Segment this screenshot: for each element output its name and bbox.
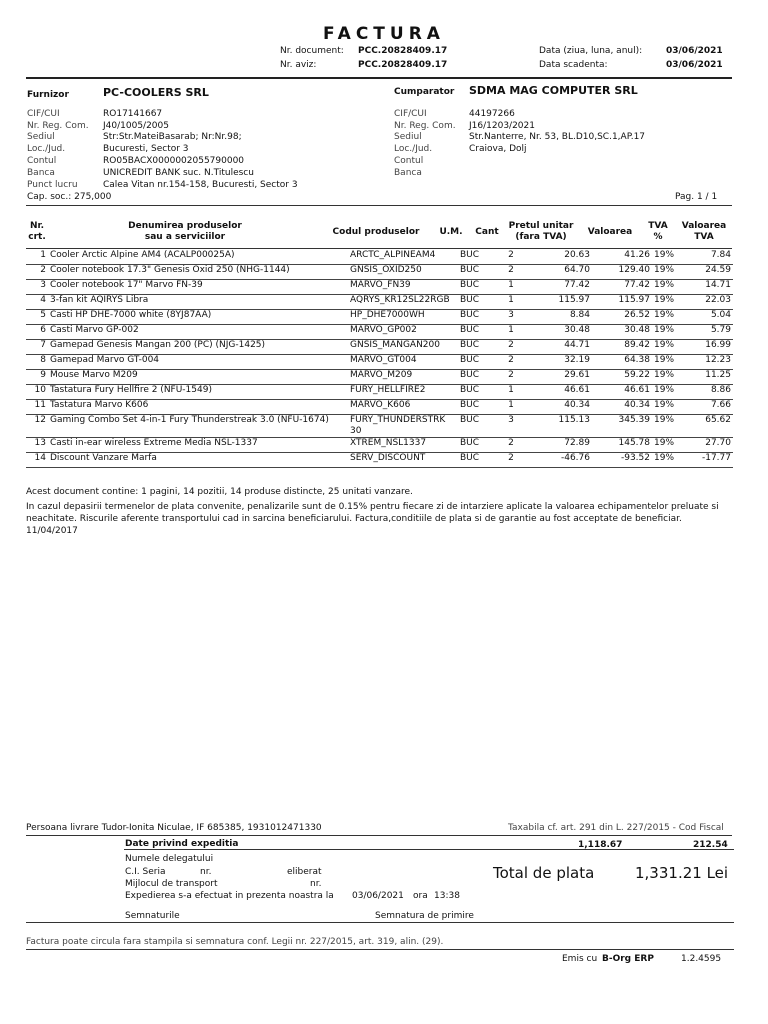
shipping-heading: Date privind expeditia xyxy=(125,839,239,849)
table-row xyxy=(26,438,733,453)
cell-valtva: 7.66 xyxy=(684,400,733,415)
cell-den: Cooler notebook 17" Marvo FN-39 xyxy=(48,280,348,295)
cell-cant: 1 xyxy=(492,400,530,415)
cell-um: BUC xyxy=(458,400,492,415)
supplier-name: PC-COOLERS SRL xyxy=(103,86,209,99)
footer-divider xyxy=(26,835,732,836)
issued-with-label: Emis cu xyxy=(562,954,598,964)
cell-tva: 19% xyxy=(652,325,684,340)
cell-nr: 6 xyxy=(26,325,48,340)
cell-valtva: 65.62 xyxy=(684,415,733,438)
cell-tva: 19% xyxy=(652,340,684,355)
cell-um: BUC xyxy=(458,295,492,310)
total-label: Total de plata xyxy=(493,864,595,882)
cell-um: BUC xyxy=(458,250,492,265)
supplier-field-value: Str:Str.MateiBasarab; Nr:Nr.98; xyxy=(103,132,242,142)
delivery-person: Persoana livrare Tudor-Ionita Niculae, IF 685385, 1931012471330 xyxy=(26,823,322,833)
cell-nr: 13 xyxy=(26,438,48,453)
supplier-field-label: Punct lucru xyxy=(27,180,78,190)
vat-legal-note: Taxabila cf. art. 291 din L. 227/2015 - Cod Fiscal xyxy=(508,823,724,833)
cell-nr: 3 xyxy=(26,280,48,295)
table-row xyxy=(26,370,733,385)
cell-val: 145.78 xyxy=(592,438,652,453)
due-date-label: Data scadenta: xyxy=(539,60,608,70)
invoice-title: FACTURA xyxy=(323,24,445,44)
col-nr-header: Nr. crt. xyxy=(28,221,46,242)
cell-cod: SERV_DISCOUNT xyxy=(348,453,458,468)
table-row xyxy=(26,400,733,415)
col-cod-header: Codul produselor xyxy=(332,227,420,237)
cell-tva: 19% xyxy=(652,385,684,400)
cell-valtva: 8.86 xyxy=(684,385,733,400)
buyer-field-value: Str.Nanterre, Nr. 53, BL.D10,SC.1,AP.17 xyxy=(469,132,646,142)
cell-valtva: 24.59 xyxy=(684,265,733,280)
cell-nr: 8 xyxy=(26,355,48,370)
cell-cant: 2 xyxy=(492,370,530,385)
terms-date: 11/04/2017 xyxy=(26,526,78,536)
supplier-field-value: Bucuresti, Sector 3 xyxy=(103,144,189,154)
cell-cod: FURY_HELLFIRE2 xyxy=(348,385,458,400)
cell-tva: 19% xyxy=(652,355,684,370)
cell-tva: 19% xyxy=(652,400,684,415)
cell-cod: GNSIS_OXID250 xyxy=(348,265,458,280)
signatures-label: Semnaturile xyxy=(125,911,180,921)
cell-tva: 19% xyxy=(652,453,684,468)
cell-den: Tastatura Marvo K606 xyxy=(48,400,348,415)
cell-valtva: 14.71 xyxy=(684,280,733,295)
id-series-label: C.I. Seria xyxy=(125,867,166,877)
cell-cod: AQRYS_KR12SL22RGB xyxy=(348,295,458,310)
cell-tva: 19% xyxy=(652,370,684,385)
cell-val: 89.42 xyxy=(592,340,652,355)
legal-note: Factura poate circula fara stampila si semnatura conf. Legii nr. 227/2015, art. 319, alin. (29). xyxy=(26,937,444,947)
cell-tva: 19% xyxy=(652,415,684,438)
cell-valtva: 7.84 xyxy=(684,250,733,265)
table-row xyxy=(26,265,733,280)
col-cant-header: Cant xyxy=(475,227,499,237)
cell-valtva: 27.70 xyxy=(684,438,733,453)
cell-cod: MARVO_GT004 xyxy=(348,355,458,370)
cell-valtva: 11.25 xyxy=(684,370,733,385)
items-table xyxy=(26,250,733,468)
cell-tva: 19% xyxy=(652,280,684,295)
cell-den: Cooler Arctic Alpine AM4 (ACALP00025A) xyxy=(48,250,348,265)
cell-pret: 32.19 xyxy=(530,355,592,370)
cell-den: Casti in-ear wireless Extreme Media NSL-1337 xyxy=(48,438,348,453)
cell-nr: 2 xyxy=(26,265,48,280)
due-date-value: 03/06/2021 xyxy=(666,60,723,70)
shipment-time-label: ora xyxy=(413,891,428,901)
cell-val: 129.40 xyxy=(592,265,652,280)
subtotal-value: 1,118.67 xyxy=(578,840,623,850)
cell-pret: 40.34 xyxy=(530,400,592,415)
cell-valtva: 5.79 xyxy=(684,325,733,340)
supplier-capital: Cap. soc.: 275,000 xyxy=(27,192,112,202)
invoice-date-label: Data (ziua, luna, anul): xyxy=(539,46,643,56)
cell-cod: MARVO_K606 xyxy=(348,400,458,415)
cell-nr: 5 xyxy=(26,310,48,325)
buyer-field-label: Sediul xyxy=(394,132,422,142)
cell-cant: 3 xyxy=(492,415,530,438)
cell-cod: MARVO_M209 xyxy=(348,370,458,385)
delegate-name-label: Numele delegatului xyxy=(125,854,214,864)
cell-val: 30.48 xyxy=(592,325,652,340)
buyer-name: SDMA MAG COMPUTER SRL xyxy=(469,84,638,97)
cell-tva: 19% xyxy=(652,295,684,310)
cell-pret: 72.89 xyxy=(530,438,592,453)
bottom-divider xyxy=(26,949,734,950)
cell-tva: 19% xyxy=(652,438,684,453)
supplier-field-label: CIF/CUI xyxy=(27,109,60,119)
buyer-field-label: Contul xyxy=(394,156,424,166)
cell-pret: 30.48 xyxy=(530,325,592,340)
cell-tva: 19% xyxy=(652,250,684,265)
supplier-field-value: J40/1005/2005 xyxy=(103,121,169,131)
cell-um: BUC xyxy=(458,453,492,468)
nr-document-value: PCC.20828409.17 xyxy=(358,46,448,56)
cell-nr: 9 xyxy=(26,370,48,385)
table-row xyxy=(26,453,733,468)
cell-cant: 1 xyxy=(492,295,530,310)
buyer-field-label: Loc./Jud. xyxy=(394,144,433,154)
transport-label: Mijlocul de transport xyxy=(125,879,218,889)
nr-aviz-label: Nr. aviz: xyxy=(280,60,317,70)
cell-val: 64.38 xyxy=(592,355,652,370)
cell-pret: 77.42 xyxy=(530,280,592,295)
cell-cod: ARCTC_ALPINEAM4 xyxy=(348,250,458,265)
cell-pret: 64.70 xyxy=(530,265,592,280)
buyer-field-value: 44197266 xyxy=(469,109,515,119)
cell-pret: 20.63 xyxy=(530,250,592,265)
page-number: Pag. 1 / 1 xyxy=(675,192,718,202)
cell-nr: 11 xyxy=(26,400,48,415)
col-valtva-header: Valoarea TVA xyxy=(681,221,727,242)
cell-pret: 29.61 xyxy=(530,370,592,385)
table-row xyxy=(26,280,733,295)
col-tva-header: TVA % xyxy=(648,221,668,242)
cell-cant: 2 xyxy=(492,340,530,355)
cell-den: Gaming Combo Set 4-in-1 Fury Thunderstreak 3.0 (NFU-1674) xyxy=(48,415,348,438)
supplier-heading: Furnizor xyxy=(27,90,69,100)
cell-val: 345.39 xyxy=(592,415,652,438)
header-divider xyxy=(26,77,732,79)
cell-um: BUC xyxy=(458,265,492,280)
document-summary: Acest document contine: 1 pagini, 14 pozitii, 14 produse distincte, 25 unitati vanzare. xyxy=(26,487,413,497)
id-number-label: nr. xyxy=(200,867,212,877)
cell-cant: 1 xyxy=(492,385,530,400)
cell-pret: 115.13 xyxy=(530,415,592,438)
cell-cant: 1 xyxy=(492,325,530,340)
cell-den: Casti Marvo GP-002 xyxy=(48,325,348,340)
cell-um: BUC xyxy=(458,385,492,400)
supplier-field-label: Banca xyxy=(27,168,55,178)
col-denumire-header: Denumirea produselor sau a serviciilor xyxy=(128,221,242,242)
supplier-field-value: RO17141667 xyxy=(103,109,163,119)
cell-um: BUC xyxy=(458,355,492,370)
cell-pret: 44.71 xyxy=(530,340,592,355)
cell-cant: 1 xyxy=(492,280,530,295)
shipment-label: Expedierea s-a efectuat in prezenta noastra la xyxy=(125,891,334,901)
cell-cod: FURY_THUNDERSTRK 30 xyxy=(348,415,458,438)
cell-pret: 115.97 xyxy=(530,295,592,310)
cell-valtva: 22.03 xyxy=(684,295,733,310)
table-row xyxy=(26,415,733,438)
cell-den: Tastatura Fury Hellfire 2 (NFU-1549) xyxy=(48,385,348,400)
col-valoarea-header: Valoarea xyxy=(587,227,633,237)
cell-cod: GNSIS_MANGAN200 xyxy=(348,340,458,355)
cell-um: BUC xyxy=(458,325,492,340)
table-row xyxy=(26,295,733,310)
cell-den: Casti HP DHE-7000 white (8YJ87AA) xyxy=(48,310,348,325)
buyer-field-value: J16/1203/2021 xyxy=(469,121,535,131)
cell-pret: 46.61 xyxy=(530,385,592,400)
supplier-field-label: Sediul xyxy=(27,132,55,142)
cell-um: BUC xyxy=(458,370,492,385)
cell-val: -93.52 xyxy=(592,453,652,468)
table-row xyxy=(26,325,733,340)
receipt-signature-label: Semnatura de primire xyxy=(375,911,474,921)
cell-pret: 8.84 xyxy=(530,310,592,325)
col-um-header: U.M. xyxy=(439,227,463,237)
nr-document-label: Nr. document: xyxy=(280,46,344,56)
cell-den: Mouse Marvo M209 xyxy=(48,370,348,385)
supplier-field-label: Loc./Jud. xyxy=(27,144,66,154)
software-name: B-Org ERP xyxy=(602,954,654,964)
buyer-field-label: Nr. Reg. Com. xyxy=(394,121,456,131)
issued-label: eliberat xyxy=(287,867,322,877)
cell-valtva: 16.99 xyxy=(684,340,733,355)
signatures-divider xyxy=(26,922,734,923)
cell-nr: 4 xyxy=(26,295,48,310)
payment-terms: In cazul depasirii termenelor de plata convenite, penalizarile sunt de 0.15% pentru fiecare zi de intarziere aplicate la valoarea echipamentelor preluate si neachitate. Riscurile aferente transportului cad in sarcina beneficiarului. Factura,conditiile de plata si de garantie au fost acceptate de beneficiar. xyxy=(26,502,719,524)
cell-nr: 12 xyxy=(26,415,48,438)
buyer-heading: Cumparator xyxy=(394,87,455,97)
cell-cant: 2 xyxy=(492,438,530,453)
cell-um: BUC xyxy=(458,340,492,355)
cell-den: 3-fan kit AQIRYS Libra xyxy=(48,295,348,310)
cell-cant: 2 xyxy=(492,453,530,468)
cell-den: Gamepad Genesis Mangan 200 (PC) (NJG-1425) xyxy=(48,340,348,355)
cell-valtva: 12.23 xyxy=(684,355,733,370)
cell-um: BUC xyxy=(458,280,492,295)
cell-um: BUC xyxy=(458,415,492,438)
cell-nr: 7 xyxy=(26,340,48,355)
cell-cant: 3 xyxy=(492,310,530,325)
buyer-field-label: CIF/CUI xyxy=(394,109,427,119)
buyer-field-value: Craiova, Dolj xyxy=(469,144,527,154)
table-row xyxy=(26,385,733,400)
cell-val: 40.34 xyxy=(592,400,652,415)
software-version: 1.2.4595 xyxy=(681,954,722,964)
cell-um: BUC xyxy=(458,310,492,325)
cell-val: 77.42 xyxy=(592,280,652,295)
table-row xyxy=(26,355,733,370)
cell-valtva: -17.77 xyxy=(684,453,733,468)
supplier-field-label: Nr. Reg. Com. xyxy=(27,121,89,131)
cell-val: 115.97 xyxy=(592,295,652,310)
nr-aviz-value: PCC.20828409.17 xyxy=(358,60,448,70)
cell-cant: 2 xyxy=(492,250,530,265)
buyer-field-label: Banca xyxy=(394,168,422,178)
cell-val: 46.61 xyxy=(592,385,652,400)
cell-den: Cooler notebook 17.3" Genesis Oxid 250 (NHG-1144) xyxy=(48,265,348,280)
supplier-field-value: RO05BACX0000002055790000 xyxy=(103,156,245,166)
cell-val: 26.52 xyxy=(592,310,652,325)
supplier-field-label: Contul xyxy=(27,156,57,166)
cell-nr: 10 xyxy=(26,385,48,400)
cell-um: BUC xyxy=(458,438,492,453)
subtotal-vat: 212.54 xyxy=(693,840,728,850)
table-row xyxy=(26,250,733,265)
cell-cant: 2 xyxy=(492,355,530,370)
table-row xyxy=(26,340,733,355)
total-value: 1,331.21 Lei xyxy=(635,864,729,882)
subtotal-line xyxy=(124,849,734,850)
cell-cod: MARVO_GP002 xyxy=(348,325,458,340)
cell-cod: MARVO_FN39 xyxy=(348,280,458,295)
shipment-date: 03/06/2021 xyxy=(352,891,404,901)
cell-tva: 19% xyxy=(652,310,684,325)
cell-cod: XTREM_NSL1337 xyxy=(348,438,458,453)
cell-val: 41.26 xyxy=(592,250,652,265)
cell-valtva: 5.04 xyxy=(684,310,733,325)
cell-den: Discount Vanzare Marfa xyxy=(48,453,348,468)
transport-nr-label: nr. xyxy=(310,879,322,889)
cell-cod: HP_DHE7000WH xyxy=(348,310,458,325)
cell-cant: 2 xyxy=(492,265,530,280)
cell-den: Gamepad Marvo GT-004 xyxy=(48,355,348,370)
parties-divider xyxy=(26,205,732,206)
supplier-field-value: Calea Vitan nr.154-158, Bucuresti, Sector 3 xyxy=(103,180,298,190)
cell-nr: 1 xyxy=(26,250,48,265)
shipment-time: 13:38 xyxy=(434,891,460,901)
table-row xyxy=(26,310,733,325)
cell-val: 59.22 xyxy=(592,370,652,385)
cell-pret: -46.76 xyxy=(530,453,592,468)
cell-tva: 19% xyxy=(652,265,684,280)
invoice-date-value: 03/06/2021 xyxy=(666,46,723,56)
table-header-divider xyxy=(26,248,732,249)
col-pret-header: Pretul unitar (fara TVA) xyxy=(508,221,574,242)
supplier-field-value: UNICREDIT BANK suc. N.Titulescu xyxy=(103,168,254,178)
cell-nr: 14 xyxy=(26,453,48,468)
